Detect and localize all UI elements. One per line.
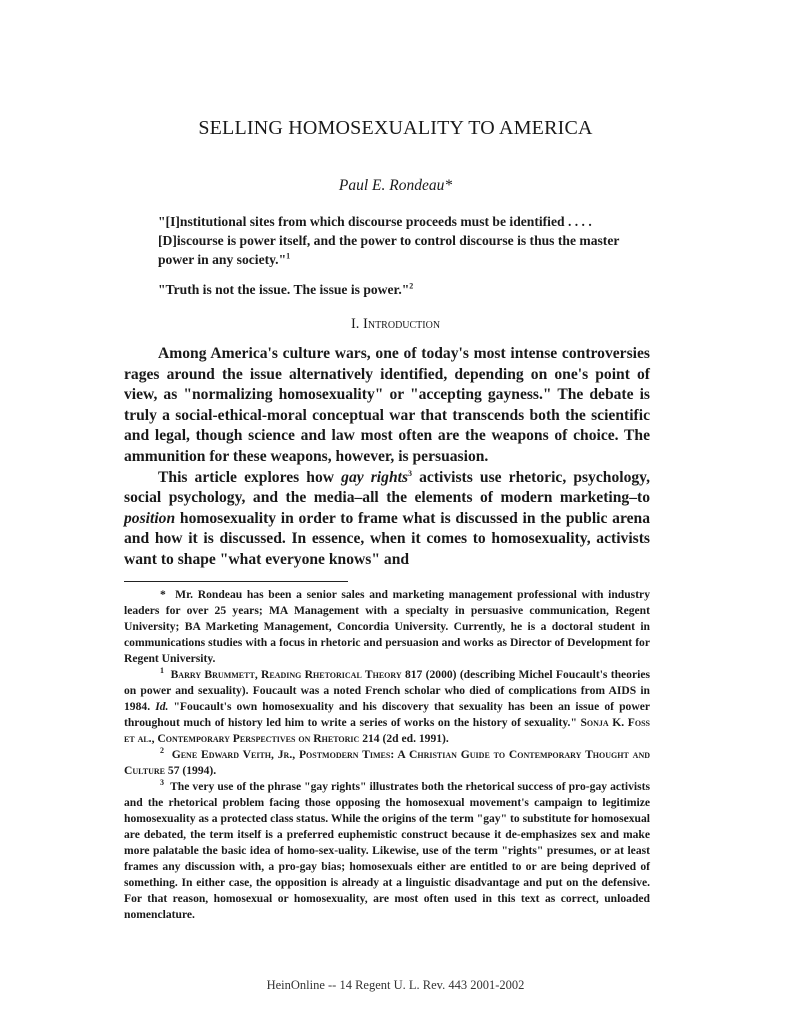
footnote-ref: 3 [408, 468, 413, 478]
footnote-text: Mr. Rondeau has been a senior sales and marketing management professional with industry leaders for over 25 years; MA Management with a specialty in persuasive communication, Regent University; BA Marketing Management, Concordia University. Currently, he is a doctoral student in communications studies with a focus in rhetoric and persuasion and works as Director of Development for Regent University. [124, 588, 651, 665]
footnotes [124, 587, 650, 923]
text-run: homosexuality in order to frame what is discussed in the public arena and how it is discussed. In essence, when it comes to homosexuality, activists want to shape "what everyone knows" and [124, 509, 650, 568]
footnote-mark: 3 [160, 778, 164, 788]
footnote-text: 57 (1994). [167, 764, 217, 777]
citation-source: Barry Brummett, Reading Rhetorical Theory [170, 668, 402, 681]
paragraph [124, 468, 650, 571]
footnote-text: 214 (2d ed. 1991). [362, 732, 449, 745]
author-name: Paul E. Rondeau* [338, 177, 453, 194]
footnote [124, 587, 650, 667]
footnote-mark: 1 [160, 666, 164, 676]
text-run: activists use rhetoric, psychology, social psychology, and the media–all the elements of modern marketing–to [124, 468, 651, 507]
article-title: SELLING HOMOSEXUALITY TO AMERICA [198, 117, 593, 139]
epigraph-text: "[I]nstitutional sites from which discourse proceeds must be identified . . . . [D]iscourse is power itself, and the power to control discourse is thus the master power in any society." [158, 214, 620, 267]
italic-term: Id. [155, 700, 169, 713]
epigraph-quote [158, 212, 628, 269]
body-text [124, 344, 650, 571]
text-run: This article explores how [158, 468, 335, 486]
italic-term: position [124, 509, 176, 527]
footnote [124, 747, 650, 779]
page-footer: HeinOnline -- 14 Regent U. L. Rev. 443 2001-2002 [266, 978, 525, 992]
paragraph: Among America's culture wars, one of today's most intense controversies rages around the issue alternatively identified, depending on one's point of view, as "normalizing homosexuality" or "accepting gayness." The debate is truly a social-ethical-moral conceptual war that transcends both the scientific and legal, though science and law most often are the weapons of choice. The ammunition for these weapons, however, is persuasion. [124, 345, 650, 465]
footnote-mark: 2 [160, 746, 164, 756]
citation-source: Sonja K. Foss et al., Contemporary Perspectives on Rhetoric [124, 716, 650, 745]
footnote-ref: 2 [409, 281, 414, 291]
italic-term: gay rights [341, 468, 409, 486]
footnote-divider [124, 581, 348, 582]
footnote-text: "Foucault's own homosexuality and his discovery that sexuality has been an issue of power throughout much of history led him to write a series of works on the history of sexuality." [124, 700, 650, 729]
epigraph-text: "Truth is not the issue. The issue is power." [158, 282, 410, 297]
section-heading: I. Introduction [350, 316, 441, 332]
footnote-text: The very use of the phrase "gay rights" illustrates both the rhetorical success of pro-gay activists and the rhetorical problem facing those opposing the homosexual movement's campaign to legitimize homosexuality as a protected class status. While the origins of the term "gay" to substitute for homosexual are debated, the term itself is a preferred euphemistic construct because it de-emphasizes sex and make more palatable the basic idea of homo-sex-uality. Likewise, use of the term "rights" presumes, or at least frames any discussion with, a pro-gay bias; homosexuals either are entitled to or are being deprived of something. In either case, the opposition is already at a linguistic disadvantage and put on the defensive. For that reason, homosexual or homosexuality, are most often used in this text as correct, unloaded nomenclature. [124, 780, 650, 921]
footnote [124, 779, 650, 923]
epigraph-quote [158, 280, 628, 299]
footnote-text: 817 (2000) (describing Michel Foucault's theories on power and sexuality). Foucault was a noted French scholar who died of complications from AIDS in 1984. [124, 668, 650, 713]
footnote-ref: 1 [286, 251, 291, 261]
citation-source: Gene Edward Veith, Jr., Postmodern Times: A Christian Guide to Contemporary Thought and Culture [124, 748, 650, 777]
footnote [124, 667, 650, 747]
footnote-mark: * [160, 588, 166, 601]
